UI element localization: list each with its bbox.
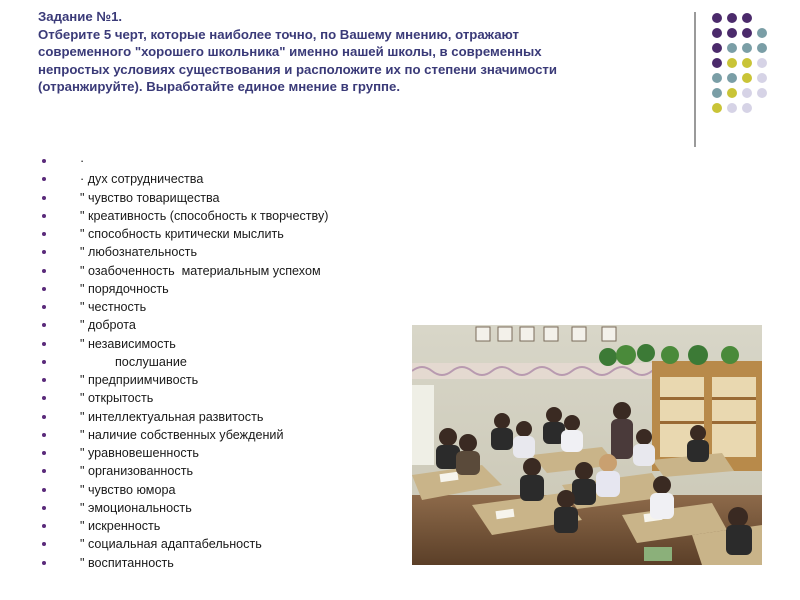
decorative-dot [712, 73, 722, 83]
decorative-dot [727, 43, 737, 53]
bullet-icon [42, 469, 46, 473]
trait-text: " честность [80, 300, 147, 314]
list-item [42, 462, 328, 480]
decorative-dot [727, 73, 737, 83]
list-item [42, 444, 328, 462]
trait-text: " воспитанность [80, 555, 174, 570]
bullet-icon [42, 396, 46, 400]
trait-text: " социальная адаптабельность [80, 537, 262, 552]
list-item [42, 189, 328, 207]
decorative-dot [757, 28, 767, 38]
bullet-icon [42, 360, 46, 364]
trait-text: " искренность [80, 519, 161, 533]
trait-text: " предприимчивость [80, 373, 199, 387]
title-line: современного "хорошего школьника" именно нашей школы, в современных [38, 44, 542, 60]
title-line: Отберите 5 черт, которые наиболее точно, по Вашему мнению, отражают [38, 26, 519, 42]
decorative-dot [742, 103, 752, 113]
list-item [42, 499, 328, 517]
decorative-dot [727, 28, 737, 38]
decorative-dot [712, 88, 722, 98]
decorative-dot [727, 58, 737, 68]
list-item [42, 262, 328, 280]
bullet-icon [42, 415, 46, 419]
bullet-icon [42, 159, 46, 163]
trait-text: " открытость [80, 391, 154, 406]
trait-text: " порядочность [80, 281, 169, 296]
list-item [42, 481, 328, 499]
decorative-dot [742, 58, 752, 68]
decorative-dot [727, 13, 737, 23]
trait-text: · [80, 154, 85, 168]
bullet-icon [42, 433, 46, 437]
bullet-icon [42, 177, 46, 181]
list-item [42, 298, 328, 316]
title-line: (отранжируйте). Выработайте единое мнение в группе. [38, 79, 400, 95]
trait-text: " любознательность [80, 245, 198, 260]
bullet-icon [42, 196, 46, 200]
decorative-dot [712, 28, 722, 38]
trait-text: " способность критически мыслить [80, 227, 284, 241]
decorative-dot [712, 13, 722, 23]
bullet-icon [42, 269, 46, 273]
trait-text: " организованность [80, 464, 194, 479]
list-item [42, 207, 328, 225]
bullet-icon [42, 506, 46, 510]
decorative-dot [712, 58, 722, 68]
trait-list [42, 152, 328, 572]
list-item [42, 335, 328, 353]
bullet-icon [42, 451, 46, 455]
bullet-icon [42, 323, 46, 327]
trait-text: · дух сотрудничества [80, 172, 204, 187]
decorative-dot [742, 73, 752, 83]
list-item [42, 152, 328, 170]
bullet-icon [42, 488, 46, 492]
decorative-dot [727, 88, 737, 98]
decorative-dot [742, 13, 752, 23]
bullet-icon [42, 232, 46, 236]
trait-text: " доброта [80, 318, 136, 333]
decorative-dot [712, 103, 722, 113]
list-item [42, 353, 328, 371]
decorative-dot [757, 88, 767, 98]
trait-text: " креативность (способность к творчеству) [80, 208, 329, 223]
trait-text: " независимость [80, 336, 176, 351]
trait-text: " чувство юмора [80, 482, 176, 497]
list-item [42, 243, 328, 261]
list-item [42, 316, 328, 334]
trait-text: " наличие собственных убеждений [80, 427, 284, 442]
trait-text: " чувство товарищества [80, 190, 220, 205]
bullet-icon [42, 305, 46, 309]
decorative-dot [757, 58, 767, 68]
trait-text: послушание [80, 354, 187, 369]
bullet-icon [42, 378, 46, 382]
bullet-icon [42, 542, 46, 546]
bullet-icon [42, 214, 46, 218]
list-item [42, 408, 328, 426]
title-line: непростых условиях существования и расположите их по степени значимости [38, 61, 557, 77]
decorative-dot [742, 43, 752, 53]
list-item [42, 426, 328, 444]
list-item [42, 517, 328, 535]
bullet-icon [42, 561, 46, 565]
decorative-dot [712, 43, 722, 53]
divider-line [694, 12, 696, 147]
list-item [42, 280, 328, 298]
decorative-dot [742, 28, 752, 38]
list-item [42, 554, 328, 572]
list-item [42, 225, 328, 243]
trait-text: " озабоченность материальным успехом [80, 263, 321, 278]
bullet-icon [42, 250, 46, 254]
classroom-photo [412, 325, 762, 565]
trait-text: " интеллектуальная развитость [80, 409, 264, 424]
list-item [42, 389, 328, 407]
decorative-dot [757, 43, 767, 53]
assignment-title [38, 8, 678, 96]
list-item [42, 170, 328, 188]
list-item [42, 535, 328, 553]
bullet-icon [42, 287, 46, 291]
decorative-dot [757, 73, 767, 83]
decorative-dot [727, 103, 737, 113]
list-item [42, 371, 328, 389]
bullet-icon [42, 342, 46, 346]
title-line: Задание №1. [38, 9, 123, 24]
trait-text: " эмоциональность [80, 500, 192, 515]
trait-text: " уравновешенность [80, 446, 199, 460]
bullet-icon [42, 524, 46, 528]
decorative-dot [742, 88, 752, 98]
